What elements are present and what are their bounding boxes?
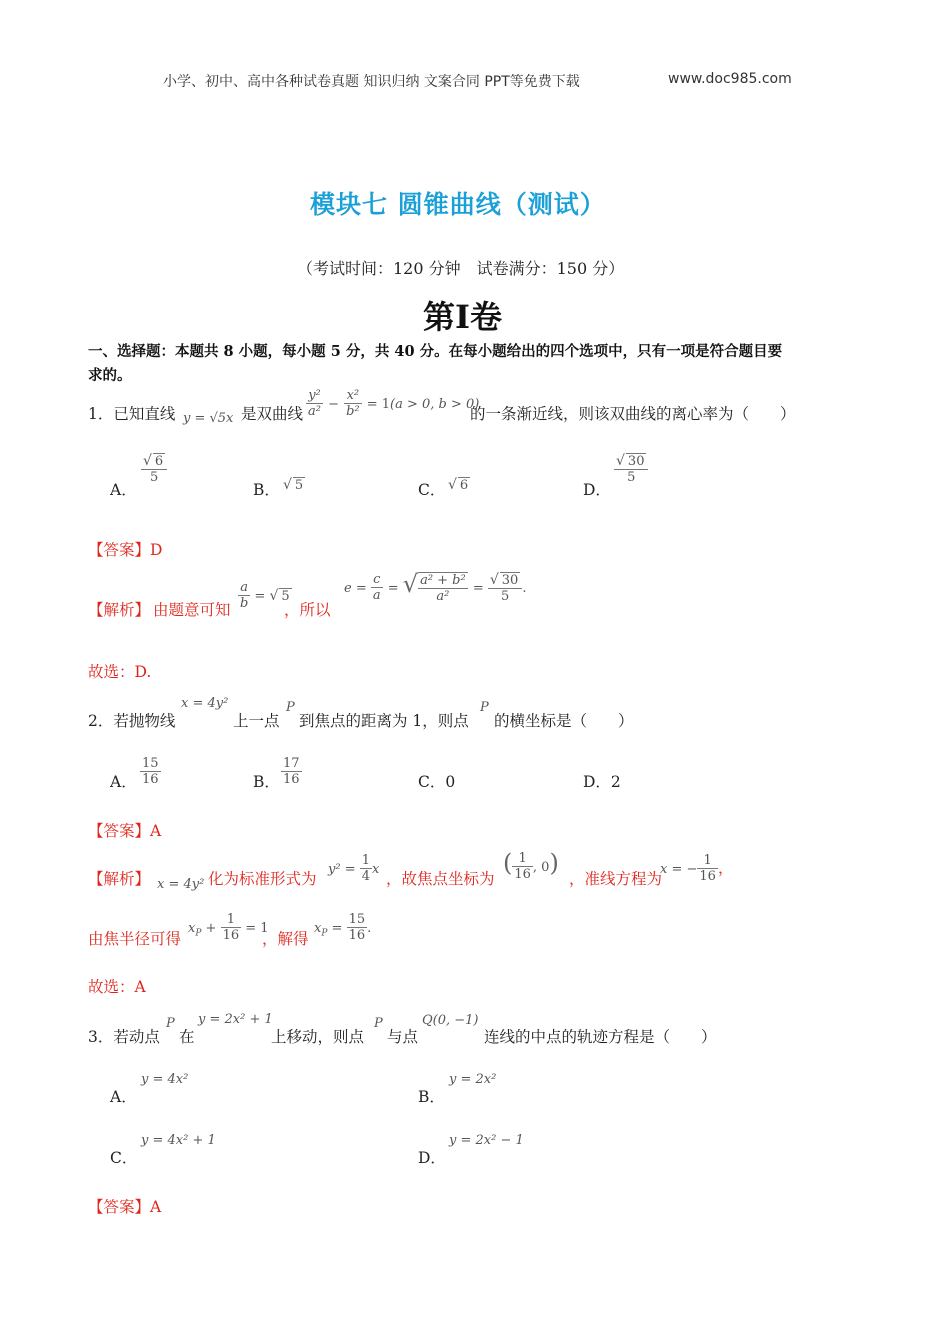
q1-conclusion: 故选：D.: [88, 663, 152, 681]
q2-conclusion: 故选：A: [88, 978, 146, 996]
q1-analysis-formula-1: $\frac{a}{b}$ = √ 5: [240, 580, 290, 611]
q2-analysis-formula-1: y² = $\frac{1}{4}$ x: [328, 853, 380, 884]
q3-point-p: P: [166, 1016, 175, 1031]
q1-option-c-label[interactable]: C．: [418, 481, 446, 499]
q3-curve-expr: y = 2x² + 1: [198, 1012, 273, 1027]
q2-answer: 【答案】A: [88, 822, 162, 840]
q1-analysis-label: 【解析】: [88, 601, 151, 619]
q2-text-end: 的横坐标是（ ）: [494, 712, 634, 730]
q2-analysis-text-2: ，故焦点坐标为: [386, 870, 495, 888]
q2-option-d[interactable]: D．2: [583, 773, 621, 791]
q3-text-mid2: 上移动，则点: [271, 1028, 365, 1046]
q2-analysis-formula-2: $x_P$ + $\frac{1}{16}$ = 1: [188, 912, 269, 943]
q2-focus-coord: ( $\frac{1}{16}$ , 0): [503, 849, 559, 882]
q1-option-b-label[interactable]: B．: [253, 481, 280, 499]
q2-point-p: P: [286, 700, 295, 715]
q1-hyperbola-expr: $\frac{\text{y²}}{\text{a²}}$ − $\frac{\text{x²}}{\text{b²}}$ = 1(a > 0, b > 0): [308, 388, 480, 419]
q2-point-p-2: P: [480, 700, 489, 715]
q3-text-mid1: 在: [179, 1028, 195, 1046]
q3-option-b-value: y = 2x²: [449, 1072, 497, 1087]
header-url[interactable]: www.doc985.com: [668, 71, 792, 87]
q1-text-mid: 是双曲线: [241, 405, 304, 423]
q2-analysis-text-5: ，解得: [262, 930, 309, 948]
q1-option-d-label[interactable]: D．: [583, 481, 611, 499]
q1-analysis-formula-2: e = $\frac{c}{a}$ = √ $\frac{\text{a² + b²}}{\text{a²}}$ = $\frac{√ 30}{5}$ .: [344, 570, 527, 604]
q3-option-d-value: y = 2x² − 1: [449, 1133, 524, 1148]
q1-analysis-text: 由题意可知: [153, 601, 231, 619]
section-heading-cont: 求的。: [88, 367, 132, 384]
volume-title: 第Ⅰ卷: [423, 298, 502, 336]
q2-analysis-label: 【解析】: [88, 870, 151, 888]
section-heading: 一、选择题：本题共 8 小题，每小题 5 分，共 40 分。在每小题给出的四个选项中，只有一项是符合题目要: [88, 343, 783, 360]
q3-answer: 【答案】A: [88, 1198, 162, 1216]
q2-option-a-value: $\frac{15}{16}$: [142, 756, 159, 787]
q3-text-mid3: 与点: [387, 1028, 419, 1046]
q1-line-expr: y = √5x: [183, 411, 234, 426]
q2-text-mid1: 上一点: [233, 712, 280, 730]
q2-option-b-label[interactable]: B．: [253, 773, 280, 791]
q3-option-a-value: y = 4x²: [141, 1072, 189, 1087]
q1-option-d-value: $\frac{√ 30}{5}$: [614, 453, 648, 485]
header-text: 小学、初中、高中各种试卷真题 知识归纳 文案合同 PPT等免费下载: [163, 74, 580, 90]
page-title: 模块七 圆锥曲线（测试）: [310, 190, 606, 219]
q1-analysis-text-2: ，所以: [284, 601, 331, 619]
q3-text-start: 3．若动点: [88, 1028, 160, 1046]
q2-text-mid2: 到焦点的距离为 1，则点: [299, 712, 469, 730]
q2-text-start: 2．若抛物线: [88, 712, 176, 730]
q2-option-b-value: $\frac{17}{16}$: [283, 756, 300, 787]
exam-info: （考试时间：120 分钟 试卷满分：150 分）: [297, 259, 625, 278]
q2-analysis-text-3: ，准线方程为: [569, 870, 663, 888]
q1-option-c-value: √ 6: [448, 477, 469, 493]
q1-option-b-value: √ 5: [283, 477, 304, 493]
q1-option-a-label[interactable]: A．: [110, 481, 137, 499]
q1-text-end: 的一条渐近线，则该双曲线的离心率为（ ）: [470, 405, 796, 423]
q1-condition: (a > 0, b > 0): [390, 397, 480, 412]
q3-point-p-2: P: [374, 1016, 383, 1031]
q2-directrix: x = − $\frac{1}{16}$ ，: [660, 853, 734, 884]
q2-option-c[interactable]: C．0: [418, 773, 456, 791]
q2-analysis-formula-3: $x_P$ = $\frac{15}{16}$ .: [314, 912, 372, 943]
q2-analysis-expr: x = 4y²: [157, 877, 205, 892]
q1-answer: 【答案】D: [88, 541, 163, 559]
q3-point-q: Q(0, −1): [422, 1013, 479, 1028]
q2-option-a-label[interactable]: A．: [110, 773, 137, 791]
q3-option-d-label[interactable]: D．: [418, 1149, 446, 1167]
q2-analysis-text-4: 由焦半径可得: [88, 930, 182, 948]
q1-option-a-value: $\frac{√ 6}{5}$: [141, 453, 167, 485]
q3-option-b-label[interactable]: B．: [418, 1088, 445, 1106]
q3-text-end: 连线的中点的轨迹方程是（ ）: [484, 1028, 717, 1046]
q3-option-a-label[interactable]: A．: [110, 1088, 137, 1106]
q2-parabola-expr: x = 4y²: [181, 696, 229, 711]
q1-text-start: 1．已知直线: [88, 405, 176, 423]
q2-analysis-text-1: 化为标准形式为: [208, 870, 317, 888]
q3-option-c-label[interactable]: C．: [110, 1149, 138, 1167]
q3-option-c-value: y = 4x² + 1: [141, 1133, 216, 1148]
